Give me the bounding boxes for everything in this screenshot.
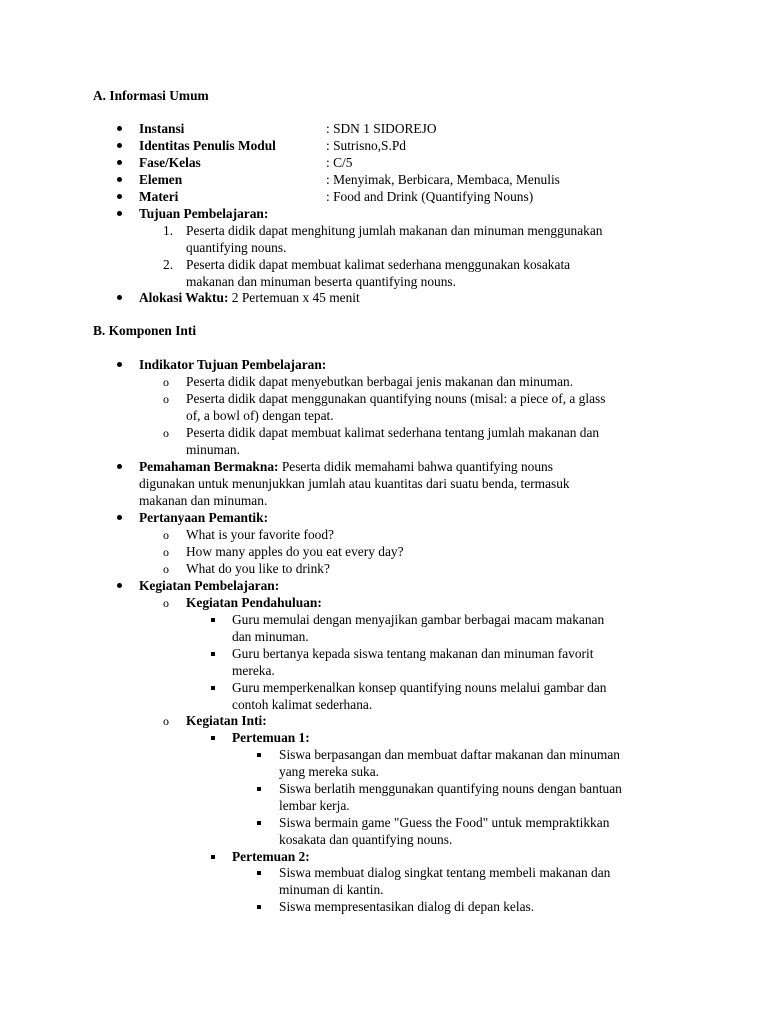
pertemuan1-line: kosakata dan quantifying nouns. bbox=[279, 832, 453, 847]
pertemuan1-item bbox=[0, 781, 768, 798]
tujuan-line: Peserta didik dapat menghitung jumlah makanan dan minuman menggunakan bbox=[186, 223, 603, 238]
bullet-icon bbox=[117, 362, 122, 367]
pertemuan2-line: minuman di kantin. bbox=[279, 882, 384, 897]
indikator-line: Peserta didik dapat membuat kalimat sederhana tentang jumlah makanan dan bbox=[186, 425, 600, 440]
pertemuan1-item-continued bbox=[0, 764, 768, 781]
info-row bbox=[0, 189, 768, 206]
square-bullet-icon bbox=[257, 787, 261, 791]
pendahuluan-item bbox=[0, 612, 768, 629]
square-bullet-icon bbox=[257, 821, 261, 825]
circle-bullet-icon: o bbox=[163, 528, 169, 542]
pertanyaan-item bbox=[0, 527, 768, 544]
info-label: Fase/Kelas bbox=[139, 155, 201, 170]
indikator-line: Peserta didik dapat menggunakan quantifying nouns (misal: a piece of, a glass bbox=[186, 391, 606, 406]
pertemuan2-item bbox=[0, 865, 768, 882]
pertanyaan-item bbox=[0, 544, 768, 561]
info-label: Elemen bbox=[139, 172, 183, 187]
bullet-icon bbox=[117, 126, 122, 131]
bullet-icon bbox=[117, 177, 122, 182]
bullet-icon bbox=[117, 160, 122, 165]
alokasi-row bbox=[0, 290, 768, 307]
pendahuluan-line: Guru bertanya kepada siswa tentang makanan dan minuman favorit bbox=[232, 646, 594, 661]
pendahuluan-row bbox=[0, 595, 768, 612]
indikator-line: of, a bowl of) dengan tepat. bbox=[186, 408, 334, 423]
pertanyaan-item bbox=[0, 561, 768, 578]
bullet-icon bbox=[117, 295, 122, 300]
info-label: Materi bbox=[139, 189, 179, 204]
pertanyaan-text: What do you like to drink? bbox=[186, 561, 330, 576]
indikator-item bbox=[0, 374, 768, 391]
pertemuan1-line: yang mereka suka. bbox=[279, 764, 380, 779]
pendahuluan-item-continued bbox=[0, 663, 768, 680]
info-row bbox=[0, 172, 768, 189]
pertanyaan-text: What is your favorite food? bbox=[186, 527, 334, 542]
bullet-icon bbox=[117, 583, 122, 588]
indikator-item bbox=[0, 425, 768, 442]
pertanyaan-text: How many apples do you eat every day? bbox=[186, 544, 404, 559]
tujuan-label: Tujuan Pembelajaran: bbox=[139, 206, 269, 221]
pertanyaan-label: Pertanyaan Pemantik: bbox=[139, 510, 269, 525]
pertemuan1-item bbox=[0, 747, 768, 764]
pendahuluan-line: contoh kalimat sederhana. bbox=[232, 697, 373, 712]
list-number: 2. bbox=[163, 257, 174, 272]
pendahuluan-line: mereka. bbox=[232, 663, 275, 678]
indikator-line: Peserta didik dapat menyebutkan berbagai jenis makanan dan minuman. bbox=[186, 374, 574, 389]
info-row bbox=[0, 155, 768, 172]
section-b-heading: B. Komponen Inti bbox=[93, 323, 197, 338]
kegiatan-label: Kegiatan Pembelajaran: bbox=[139, 578, 280, 593]
info-value: : Sutrisno,S.Pd bbox=[326, 138, 406, 153]
pendahuluan-line: Guru memperkenalkan konsep quantifying nouns melalui gambar dan bbox=[232, 680, 607, 695]
indikator-label: Indikator Tujuan Pembelajaran: bbox=[139, 357, 327, 372]
tujuan-line: makanan dan minuman beserta quantifying nouns. bbox=[186, 274, 456, 289]
pertemuan1-item-continued bbox=[0, 832, 768, 849]
indikator-item-continued bbox=[0, 442, 768, 459]
square-bullet-icon bbox=[211, 855, 215, 859]
pendahuluan-line: Guru memulai dengan menyajikan gambar berbagai macam makanan bbox=[232, 612, 605, 627]
pendahuluan-item bbox=[0, 680, 768, 697]
circle-bullet-icon: o bbox=[163, 375, 169, 389]
square-bullet-icon bbox=[211, 652, 215, 656]
pertemuan1-label: Pertemuan 1: bbox=[232, 730, 310, 745]
tujuan-line: quantifying nouns. bbox=[186, 240, 287, 255]
pemahaman-line: makanan dan minuman. bbox=[139, 493, 268, 508]
kegiatan-row bbox=[0, 578, 768, 595]
pertemuan2-line: Siswa membuat dialog singkat tentang membeli makanan dan bbox=[279, 865, 611, 880]
square-bullet-icon bbox=[211, 686, 215, 690]
pertanyaan-row bbox=[0, 510, 768, 527]
pemahaman-continued bbox=[0, 476, 768, 493]
circle-bullet-icon: o bbox=[163, 545, 169, 559]
square-bullet-icon bbox=[257, 905, 261, 909]
info-value: : Menyimak, Berbicara, Membaca, Menulis bbox=[326, 172, 560, 187]
circle-bullet-icon: o bbox=[163, 562, 169, 576]
pertemuan1-line: Siswa berlatih menggunakan quantifying nouns dengan bantuan bbox=[279, 781, 622, 796]
info-label: Instansi bbox=[139, 121, 185, 136]
info-value: : C/5 bbox=[326, 155, 353, 170]
info-row bbox=[0, 138, 768, 155]
inti-label: Kegiatan Inti: bbox=[186, 713, 267, 728]
bullet-icon bbox=[117, 194, 122, 199]
tujuan-row bbox=[0, 206, 768, 223]
inti-row bbox=[0, 713, 768, 730]
tujuan-item bbox=[0, 223, 768, 240]
indikator-line: minuman. bbox=[186, 442, 240, 457]
square-bullet-icon bbox=[257, 871, 261, 875]
square-bullet-icon bbox=[211, 618, 215, 622]
tujuan-item bbox=[0, 257, 768, 274]
pertemuan1-line: Siswa berpasangan dan membuat daftar makanan dan minuman bbox=[279, 747, 620, 762]
circle-bullet-icon: o bbox=[163, 714, 169, 728]
pemahaman-line: Peserta didik memahami bahwa quantifying nouns bbox=[278, 459, 553, 474]
bullet-icon bbox=[117, 515, 122, 520]
circle-bullet-icon: o bbox=[163, 392, 169, 406]
bullet-icon bbox=[117, 211, 122, 216]
info-row bbox=[0, 121, 768, 138]
tujuan-item-continued bbox=[0, 240, 768, 257]
circle-bullet-icon: o bbox=[163, 426, 169, 440]
pendahuluan-label: Kegiatan Pendahuluan: bbox=[186, 595, 322, 610]
pertemuan1-line: lembar kerja. bbox=[279, 798, 350, 813]
square-bullet-icon bbox=[211, 736, 215, 740]
info-label: Identitas Penulis Modul bbox=[139, 138, 276, 153]
indikator-item-continued bbox=[0, 408, 768, 425]
info-value: : SDN 1 SIDOREJO bbox=[326, 121, 437, 136]
pertemuan1-item-continued bbox=[0, 798, 768, 815]
section-a-heading: A. Informasi Umum bbox=[93, 88, 209, 103]
square-bullet-icon bbox=[257, 753, 261, 757]
circle-bullet-icon: o bbox=[163, 596, 169, 610]
pertemuan2-item bbox=[0, 899, 768, 916]
list-number: 1. bbox=[163, 223, 174, 238]
indikator-row bbox=[0, 357, 768, 374]
pemahaman-line: digunakan untuk menunjukkan jumlah atau kuantitas dari suatu benda, termasuk bbox=[139, 476, 570, 491]
pendahuluan-item-continued bbox=[0, 629, 768, 646]
pertemuan1-line: Siswa bermain game "Guess the Food" untuk mempraktikkan bbox=[279, 815, 610, 830]
pertemuan1-row bbox=[0, 730, 768, 747]
alokasi-label: Alokasi Waktu: bbox=[139, 290, 229, 305]
bullet-icon bbox=[117, 143, 122, 148]
pendahuluan-item bbox=[0, 646, 768, 663]
tujuan-item-continued bbox=[0, 274, 768, 291]
pemahaman-label: Pemahaman Bermakna: bbox=[139, 459, 279, 474]
bullet-icon bbox=[117, 464, 122, 469]
pertemuan2-label: Pertemuan 2: bbox=[232, 849, 310, 864]
indikator-item bbox=[0, 391, 768, 408]
pemahaman-row bbox=[0, 459, 768, 476]
pertemuan2-line: Siswa mempresentasikan dialog di depan kelas. bbox=[279, 899, 535, 914]
pendahuluan-line: dan minuman. bbox=[232, 629, 309, 644]
pertemuan2-row bbox=[0, 849, 768, 866]
pemahaman-continued bbox=[0, 493, 768, 510]
pendahuluan-item-continued bbox=[0, 697, 768, 714]
pertemuan1-item bbox=[0, 815, 768, 832]
pertemuan2-item-continued bbox=[0, 882, 768, 899]
info-value: : Food and Drink (Quantifying Nouns) bbox=[326, 189, 534, 204]
tujuan-line: Peserta didik dapat membuat kalimat sederhana menggunakan kosakata bbox=[186, 257, 571, 272]
alokasi-value: 2 Pertemuan x 45 menit bbox=[228, 290, 360, 305]
